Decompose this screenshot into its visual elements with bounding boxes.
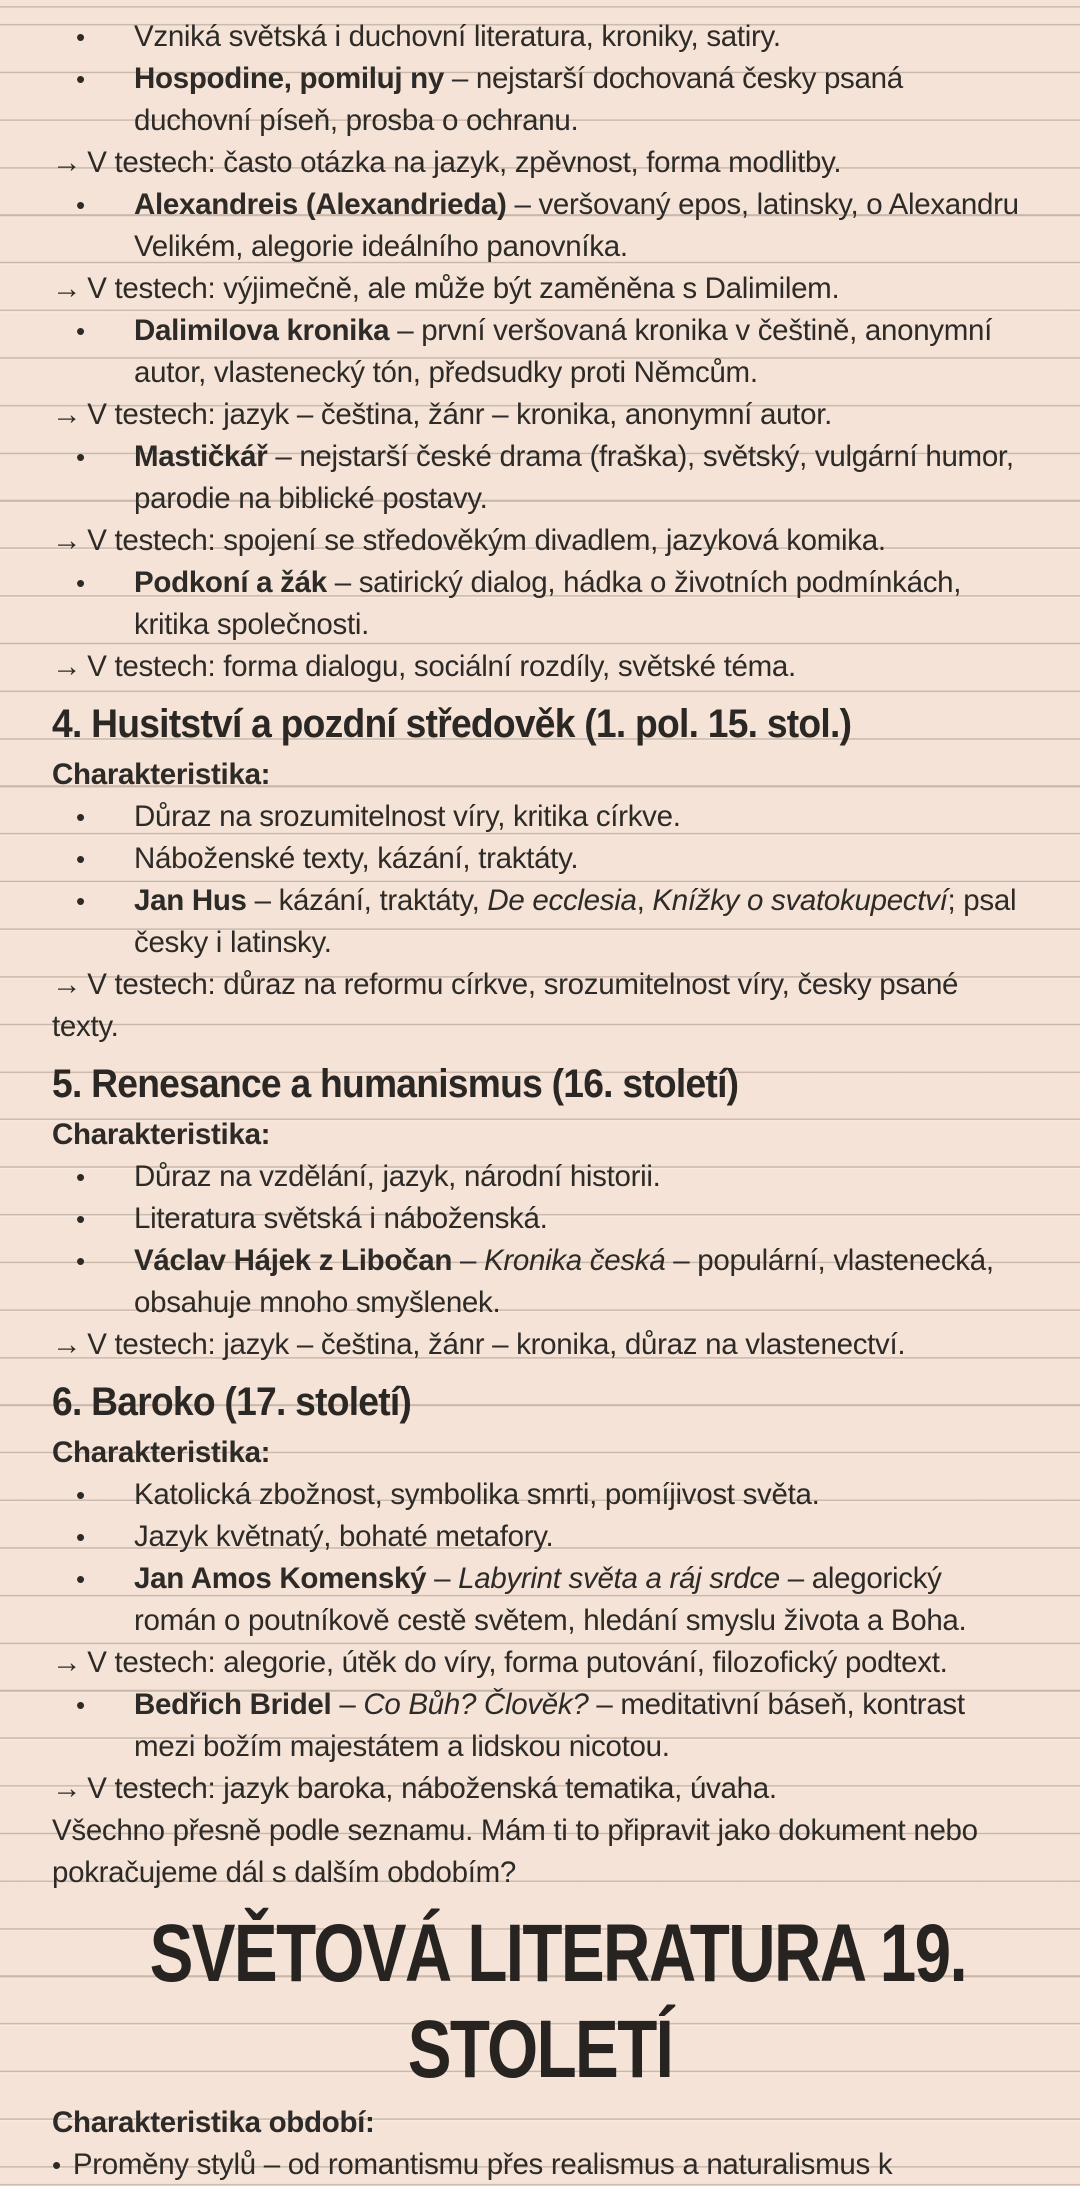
subsection-label	[52, 1432, 1028, 1474]
bullet-item	[52, 58, 1028, 142]
text-segment: Důraz na vzdělání, jazyk, národní historii.	[134, 1160, 661, 1193]
subsection-label	[52, 2102, 1028, 2144]
bullet-icon: •	[76, 1522, 85, 1552]
text-segment: Labyrint světa a ráj srdce	[458, 1562, 780, 1595]
text-segment: V testech: často otázka na jazyk, zpěvnost, forma modlitby.	[87, 146, 842, 179]
text-segment: Vzniká světská i duchovní literatura, kroniky, satiry.	[134, 20, 781, 53]
text-segment: V testech: alegorie, útěk do víry, forma putování, filozofický podtext.	[87, 1646, 948, 1679]
arrow-icon: →	[52, 1646, 82, 1679]
text-segment: Katolická zbožnost, symbolika smrti, pomíjivost světa.	[134, 1478, 820, 1511]
text-segment: Literatura světská i náboženská.	[134, 1202, 548, 1235]
text-segment: Mastičkář	[134, 440, 268, 473]
test-note	[52, 1324, 1028, 1366]
test-note	[52, 394, 1028, 436]
bullet-icon: •	[76, 64, 85, 94]
bullet-item-compact	[52, 2144, 1028, 2186]
bullet-item	[52, 796, 1028, 838]
bullet-item	[52, 562, 1028, 646]
bullet-item	[52, 310, 1028, 394]
section-heading	[52, 1374, 960, 1430]
text-segment: Václav Hájek z Libočan	[134, 1244, 453, 1277]
text-segment: Jan Hus	[134, 884, 247, 917]
text-segment: 5. Renesance a humanismus (16. století)	[52, 1062, 739, 1106]
section-heading	[52, 696, 960, 752]
arrow-icon: →	[52, 650, 82, 683]
text-segment: Charakteristika:	[52, 1118, 271, 1151]
text-segment: V testech: důraz na reformu církve, srozumitelnost víry, česky psané texty.	[52, 968, 959, 1043]
bullet-icon: •	[76, 1690, 85, 1720]
bullet-icon: •	[76, 886, 85, 916]
page-title-line: SVĚTOVÁ LITERATURA 19.	[149, 1908, 967, 1999]
text-segment: – první veršovaná kronika v češtině, anonymní autor, vlastenecký tón, předsudky proti Němcům.	[134, 314, 993, 389]
bullet-icon: •	[76, 802, 85, 832]
text-segment: Důraz na srozumitelnost víry, kritika církve.	[134, 800, 681, 833]
text-segment: Charakteristika:	[52, 1436, 271, 1469]
bullet-icon: •	[76, 1564, 85, 1594]
arrow-icon: →	[52, 146, 82, 179]
bullet-icon: •	[76, 316, 85, 346]
text-segment: V testech: výjimečně, ale může být zaměněna s Dalimilem.	[87, 272, 840, 305]
bullet-item	[52, 880, 1028, 964]
text-segment: Jan Amos Komenský	[134, 1562, 427, 1595]
bullet-icon: •	[76, 1246, 85, 1276]
text-segment: V testech: forma dialogu, sociální rozdíly, světské téma.	[87, 650, 796, 683]
text-segment: Alexandreis (Alexandrieda)	[134, 188, 507, 221]
document-content	[52, 16, 1028, 2186]
text-segment: 6. Baroko (17. století)	[52, 1380, 412, 1424]
bullet-icon: •	[76, 844, 85, 874]
bullet-item	[52, 1558, 1028, 1642]
bullet-item	[52, 184, 1028, 268]
arrow-icon: →	[52, 1772, 82, 1805]
text-segment: – satirický dialog, hádka o životních podmínkách, kritika společnosti.	[134, 566, 962, 641]
arrow-icon: →	[52, 524, 82, 557]
page-title	[149, 1906, 967, 2098]
text-segment: – veršovaný epos, latinsky, o Alexandru Velikém, alegorie ideálního panovníka.	[134, 188, 1019, 263]
text-segment: – nejstarší dochovaná česky psaná duchovní píseň, prosba o ochranu.	[134, 62, 903, 137]
test-note	[52, 1642, 1028, 1684]
text-segment: Knížky o svatokupectví	[652, 884, 948, 917]
text-segment: De ecclesia	[487, 884, 637, 917]
arrow-icon: →	[52, 1328, 82, 1361]
test-note	[52, 142, 1028, 184]
text-segment: ; psal česky i latinsky.	[134, 884, 1017, 959]
section-heading	[52, 1056, 960, 1112]
test-note	[52, 520, 1028, 562]
bullet-icon: •	[76, 1162, 85, 1192]
text-segment: Co Bůh? Člověk?	[363, 1688, 589, 1721]
text-segment: Hospodine, pomiluj ny	[134, 62, 445, 95]
test-note	[52, 268, 1028, 310]
bullet-icon: •	[52, 2150, 61, 2180]
bullet-item	[52, 16, 1028, 58]
text-segment: Charakteristika:	[52, 758, 271, 791]
text-segment: Proměny stylů – od romantismu přes realismus a naturalismus k	[72, 2148, 893, 2181]
text-segment: Dalimilova kronika	[134, 314, 390, 347]
text-segment: Jazyk květnatý, bohaté metafory.	[134, 1520, 554, 1553]
arrow-icon: →	[52, 398, 82, 431]
bullet-icon: •	[76, 442, 85, 472]
text-segment: – populární, vlastenecká, obsahuje mnoho smyšlenek.	[134, 1244, 994, 1319]
text-segment: Podkoní a žák	[134, 566, 327, 599]
text-segment: V testech: jazyk – čeština, žánr – kronika, anonymní autor.	[87, 398, 832, 431]
closing-question	[52, 1810, 1028, 1894]
bullet-item	[52, 436, 1028, 520]
text-segment: –	[331, 1688, 364, 1721]
bullet-icon: •	[76, 190, 85, 220]
bullet-item	[52, 1156, 1028, 1198]
arrow-icon: →	[52, 272, 82, 305]
text-segment: – kázání, traktáty,	[246, 884, 488, 917]
bullet-icon: •	[76, 568, 85, 598]
text-segment: 4. Husitství a pozdní středověk (1. pol. 15. stol.)	[52, 702, 852, 746]
test-note	[52, 646, 1028, 688]
bullet-item	[52, 1516, 1028, 1558]
text-segment: Bedřich Bridel	[134, 1688, 332, 1721]
text-segment: – nejstarší české drama (fraška), světský, vulgární humor, parodie na biblické postavy.	[134, 440, 1014, 515]
bullet-icon: •	[76, 1480, 85, 1510]
text-segment: –	[452, 1244, 484, 1277]
bullet-icon: •	[76, 22, 85, 52]
text-segment: ,	[636, 884, 653, 917]
arrow-icon: →	[52, 968, 82, 1001]
text-segment: Náboženské texty, kázání, traktáty.	[134, 842, 579, 875]
bullet-item	[52, 1198, 1028, 1240]
bullet-item	[52, 838, 1028, 880]
test-note	[52, 1768, 1028, 1810]
bullet-item	[52, 1474, 1028, 1516]
text-segment: – alegorický román o poutníkově cestě světem, hledání smyslu života a Boha.	[134, 1562, 967, 1637]
text-segment: Kronika česká	[483, 1244, 666, 1277]
bullet-icon: •	[76, 1204, 85, 1234]
test-note	[52, 964, 1028, 1048]
text-segment: Charakteristika období:	[52, 2106, 375, 2139]
text-segment: Všechno přesně podle seznamu. Mám ti to připravit jako dokument nebo pokračujeme dál s dalším obdobím?	[52, 1814, 978, 1889]
subsection-label	[52, 1114, 1028, 1156]
text-segment: V testech: jazyk – čeština, žánr – kronika, důraz na vlastenectví.	[87, 1328, 906, 1361]
bullet-item	[52, 1240, 1028, 1324]
text-segment: – meditativní báseň, kontrast mezi božím majestátem a lidskou nicotou.	[134, 1688, 965, 1763]
text-segment: –	[426, 1562, 459, 1595]
bullet-item	[52, 1684, 1028, 1768]
page-title-line: STOLETÍ	[407, 2004, 673, 2095]
text-segment: V testech: spojení se středověkým divadlem, jazyková komika.	[87, 524, 886, 557]
subsection-label	[52, 754, 1028, 796]
text-segment: V testech: jazyk baroka, náboženská tematika, úvaha.	[87, 1772, 777, 1805]
